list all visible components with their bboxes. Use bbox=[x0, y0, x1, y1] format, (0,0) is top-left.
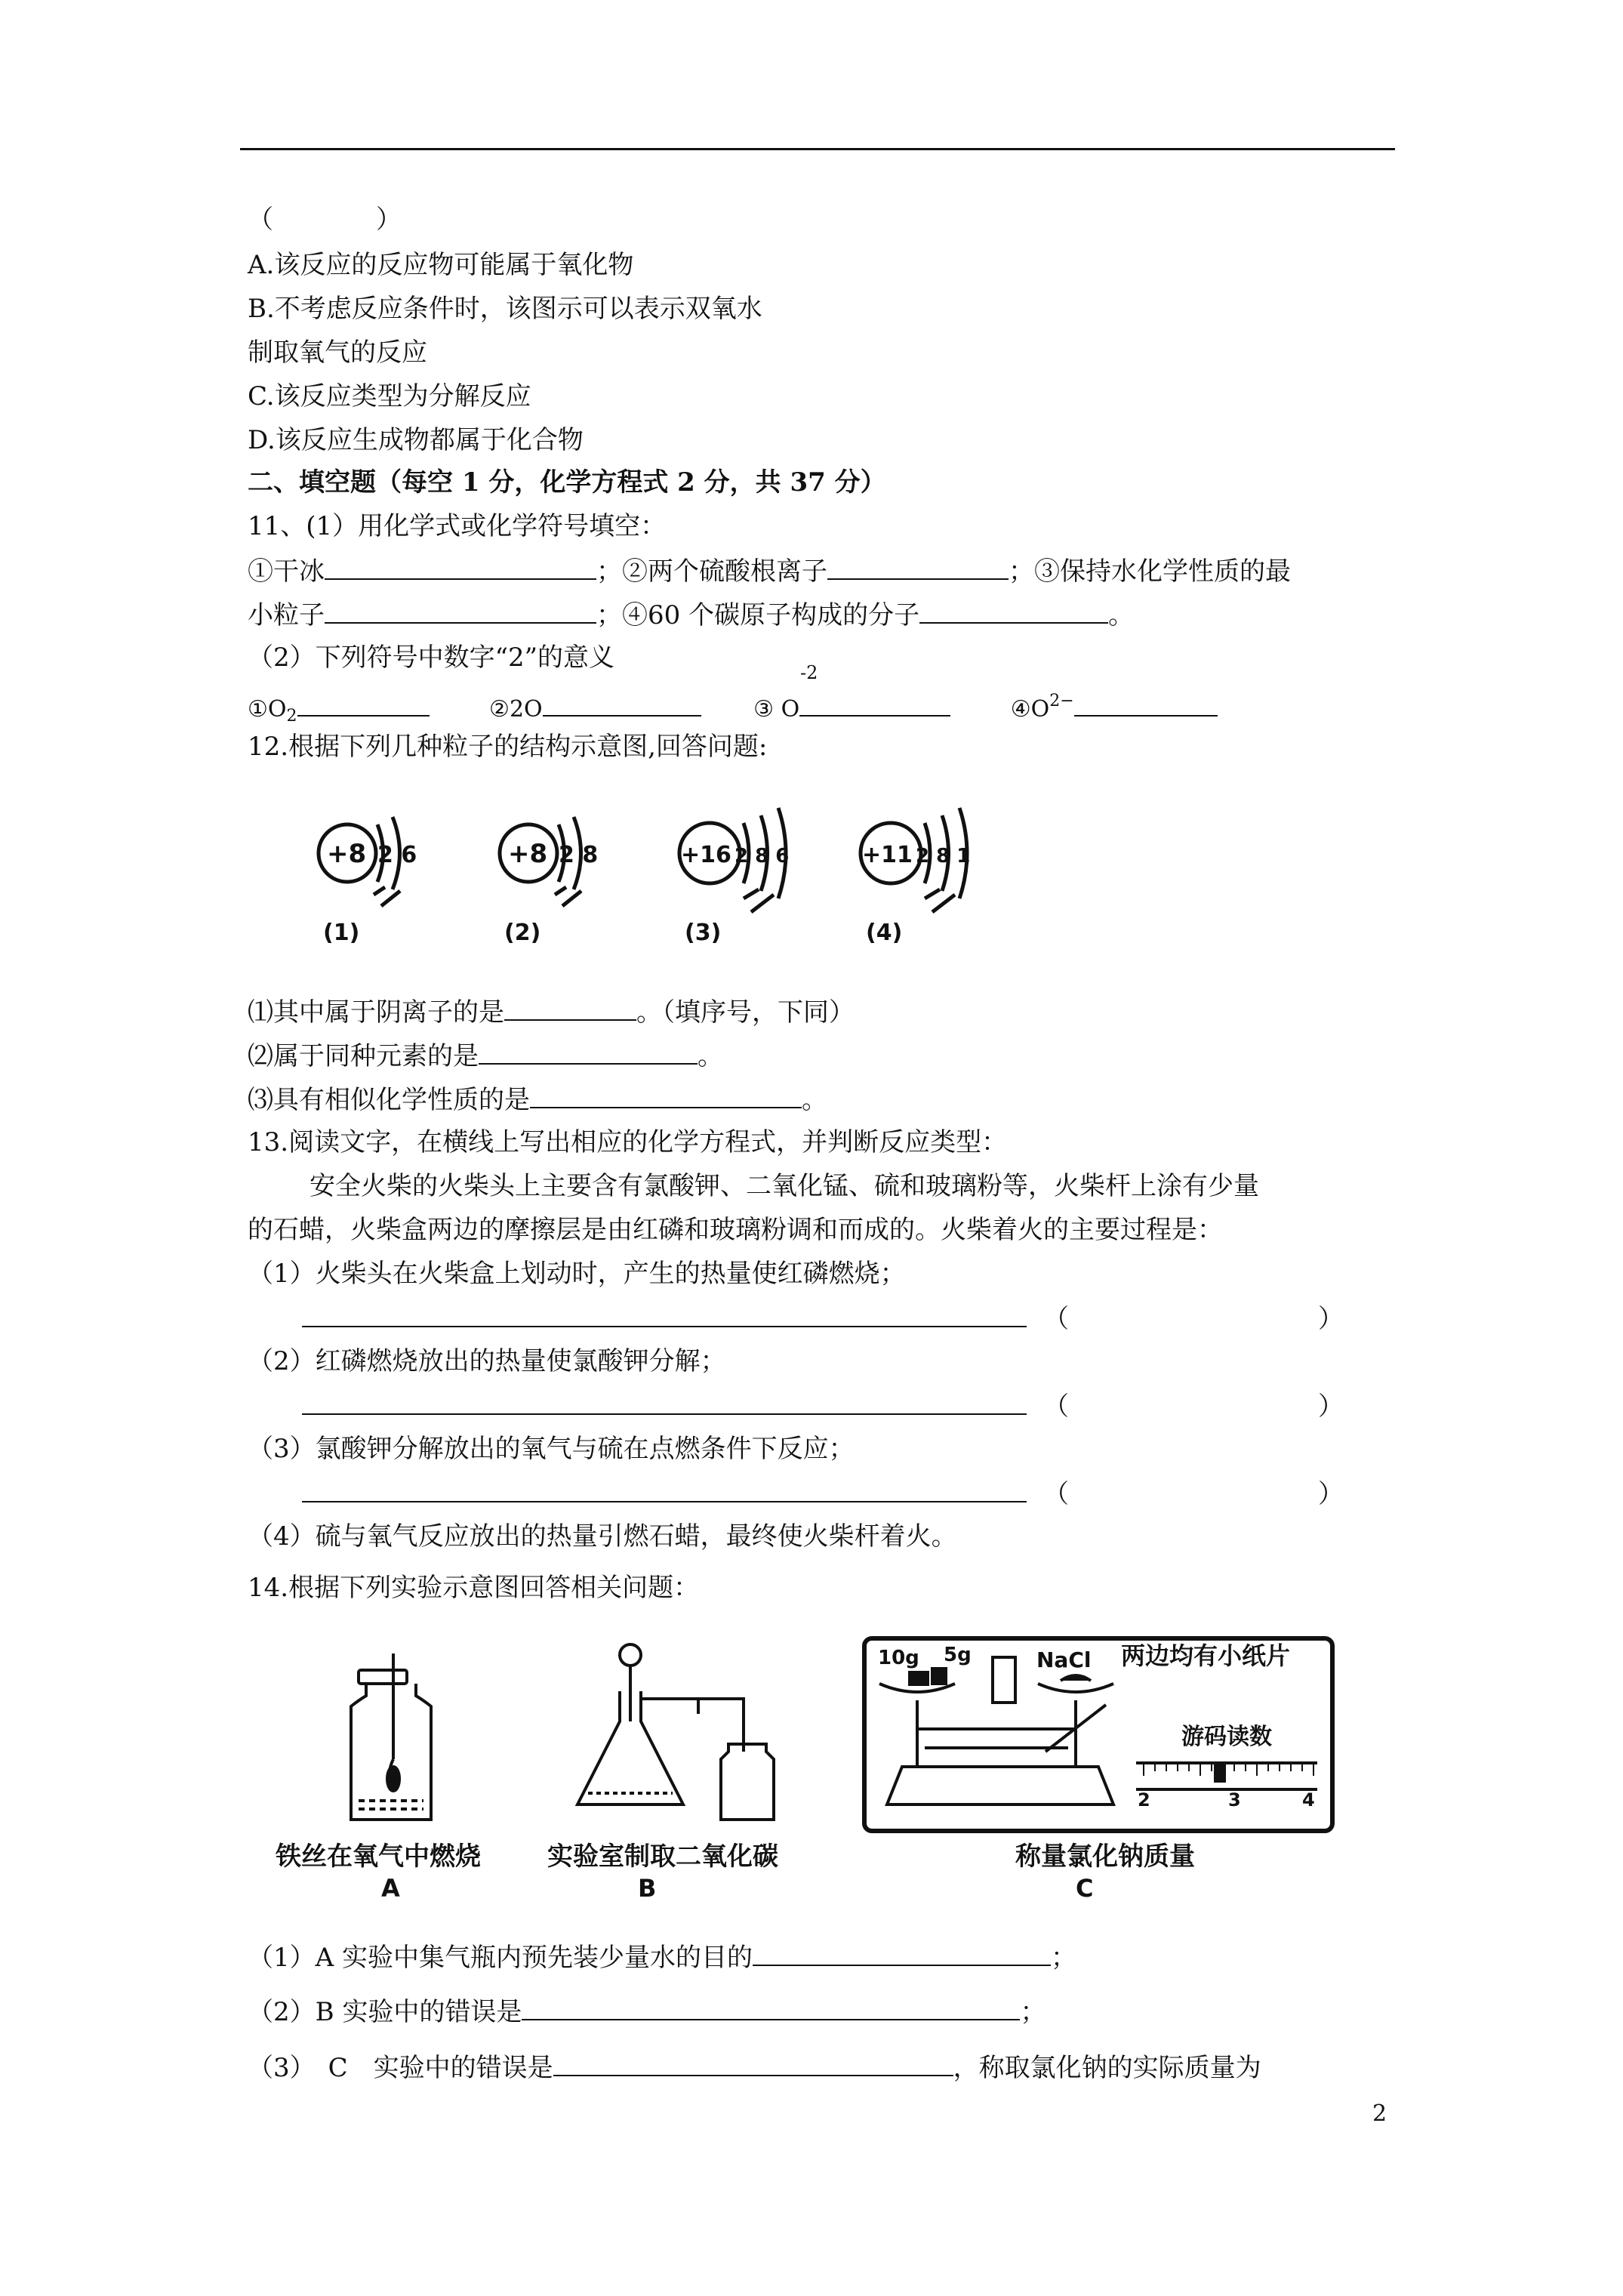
figure-b-apparatus bbox=[577, 1644, 774, 1820]
q11-blank-c60[interactable] bbox=[919, 598, 1108, 624]
q13-lparen-3: （ bbox=[1043, 1479, 1069, 1509]
shells-2: 2 8 bbox=[559, 842, 599, 868]
q14-blank-water-purpose[interactable] bbox=[753, 1940, 1051, 1966]
q11-line2-end: 。 bbox=[1108, 600, 1135, 630]
figure-c-rider-label: 游码读数 bbox=[1181, 1724, 1272, 1750]
q13-para-line1: 安全火柴的火柴头上主要含有氯酸钾、二氧化锰、硫和玻璃粉等，火柴杆上涂有少量 bbox=[310, 1171, 1259, 1201]
figure-c-caption: 称量氯化钠质量 bbox=[1015, 1841, 1195, 1872]
q13-answer2 bbox=[302, 1389, 1344, 1422]
figure-c-note: 两边均有小纸片 bbox=[1121, 1641, 1291, 1670]
q11-item1-label: ①干冰 bbox=[248, 556, 325, 587]
figure-c-tick-3: 3 bbox=[1228, 1789, 1241, 1811]
q11-symbol3: ③ O bbox=[753, 696, 800, 723]
q13-step2: （2）红磷燃烧放出的热量使氯酸钾分解； bbox=[248, 1346, 726, 1376]
q14-a1-end: ； bbox=[1051, 1943, 1076, 1973]
q12-a3-end: 。 bbox=[802, 1085, 827, 1115]
section-title: 二、填空题（每空 1 分，化学方程式 2 分，共 37 分） bbox=[248, 467, 886, 498]
q11-symbol1: $①O_2$ bbox=[248, 696, 297, 726]
q12-blank-same-element[interactable] bbox=[479, 1039, 698, 1065]
q13-rparen-1: ） bbox=[1318, 1304, 1344, 1334]
q10-option-c: C.该反应类型为分解反应 bbox=[248, 381, 531, 411]
q14-a1 bbox=[248, 1940, 1076, 1974]
figure-b-caption: 实验室制取二氧化碳 bbox=[547, 1841, 778, 1872]
figure-a-letter: A bbox=[381, 1874, 400, 1903]
q14-a1-label: （1）A 实验中集气瓶内预先装少量水的目的 bbox=[248, 1943, 753, 1973]
figure-c-weight-10g: 10g bbox=[878, 1647, 919, 1669]
q11-item2-label: ；②两个硫酸根离子 bbox=[596, 556, 827, 587]
q11-blank-water-particle[interactable] bbox=[325, 598, 596, 624]
q10-option-b-line2: 制取氧气的反应 bbox=[248, 337, 427, 368]
q14-a3 bbox=[248, 2051, 1261, 2084]
figure-c-salt-label: NaCl bbox=[1036, 1647, 1092, 1672]
nucleus-1-charge: +8 bbox=[327, 839, 367, 869]
q12-a2-end: 。 bbox=[698, 1041, 723, 1071]
atomic-structure-figure bbox=[253, 778, 978, 974]
shells-4: 2 8 1 bbox=[916, 845, 971, 868]
q14-a2-end: ； bbox=[1020, 1997, 1046, 2027]
q13-step4: （4）硫与氧气反应放出的热量引燃石蜡，最终使火柴杆着火。 bbox=[248, 1521, 957, 1552]
q11-part2-intro: （2）下列符号中数字“2”的意义 bbox=[248, 643, 615, 673]
q13-lparen-2: （ bbox=[1043, 1391, 1069, 1422]
q11-item4-label: ；④60 个碳原子构成的分子 bbox=[596, 600, 920, 630]
q12-a2 bbox=[248, 1039, 723, 1072]
q11-symbol4: $④O^{2-}$ bbox=[1010, 692, 1074, 723]
q12-intro: 12.根据下列几种粒子的结构示意图,回答问题: bbox=[248, 732, 768, 762]
q14-a2 bbox=[248, 1995, 1046, 2028]
q13-blank-equation2[interactable] bbox=[302, 1389, 1027, 1415]
q11-item3-label: ；③保持水化学性质的最 bbox=[1009, 556, 1291, 587]
figure-c-letter: C bbox=[1076, 1874, 1094, 1903]
figure-c-tick-4: 4 bbox=[1302, 1789, 1315, 1811]
label-1: (1) bbox=[323, 920, 360, 946]
shells-3: 2 8 6 bbox=[735, 845, 790, 868]
label-4: (4) bbox=[866, 920, 903, 946]
q12-a2-label: ⑵属于同种元素的是 bbox=[248, 1041, 479, 1071]
figure-c-rider-scale bbox=[1144, 1763, 1313, 1782]
q11-blank-symbol3[interactable] bbox=[799, 691, 950, 717]
figure-a-gas-jar bbox=[351, 1653, 431, 1820]
q11-blank-dry-ice[interactable] bbox=[325, 554, 596, 580]
q11-blank-symbol4[interactable] bbox=[1074, 691, 1218, 717]
q11-blank-sulfate-ions[interactable] bbox=[827, 554, 1009, 580]
q13-lparen-1: （ bbox=[1043, 1304, 1069, 1334]
q10-option-b-line1: B.不考虑反应条件时，该图示可以表示双氧水 bbox=[248, 294, 762, 324]
q13-intro: 13.阅读文字，在横线上写出相应的化学方程式，并判断反应类型： bbox=[248, 1127, 1008, 1157]
q13-blank-equation3[interactable] bbox=[302, 1477, 1027, 1502]
q13-rparen-3: ） bbox=[1318, 1479, 1344, 1509]
figure-c-weight-5g: 5g bbox=[944, 1644, 972, 1666]
q10-option-d: D.该反应生成物都属于化合物 bbox=[248, 425, 584, 455]
figure-b-letter: B bbox=[638, 1874, 657, 1903]
q11-intro: 11、(1）用化学式或化学符号填空： bbox=[248, 511, 667, 541]
nucleus-3-charge: +16 bbox=[681, 842, 731, 868]
q11-symbols-row bbox=[248, 686, 1218, 732]
nucleus-4-charge: +11 bbox=[862, 842, 913, 868]
q14-blank-b-error[interactable] bbox=[522, 1995, 1020, 2020]
q11-symbol2: ②2O bbox=[489, 696, 543, 723]
q12-blank-similar-properties[interactable] bbox=[530, 1083, 802, 1108]
q13-blank-equation1[interactable] bbox=[302, 1302, 1027, 1327]
q13-step1: （1）火柴头在火柴盒上划动时，产生的热量使红磷燃烧； bbox=[248, 1259, 906, 1289]
nucleus-2-charge: +8 bbox=[508, 839, 548, 869]
q12-blank-anion[interactable] bbox=[504, 995, 636, 1021]
q11-blank-symbol1[interactable] bbox=[297, 691, 430, 717]
figure-a-caption: 铁丝在氧气中燃烧 bbox=[276, 1841, 481, 1872]
q12-a3-label: ⑶具有相似化学性质的是 bbox=[248, 1085, 530, 1115]
experiment-figure bbox=[245, 1631, 1393, 1903]
label-3: (3) bbox=[685, 920, 722, 946]
q12-a3 bbox=[248, 1083, 827, 1116]
q11-item3-label-cont: 小粒子 bbox=[248, 600, 325, 630]
q13-para-line2: 的石蜡，火柴盒两边的摩擦层是由红磷和玻璃粉调和而成的。火柴着火的主要过程是： bbox=[248, 1215, 1223, 1245]
q14-intro: 14.根据下列实验示意图回答相关问题： bbox=[248, 1573, 700, 1603]
q11-line2 bbox=[248, 598, 1134, 631]
q14-a3-label: （3） C 实验中的错误是 bbox=[248, 2053, 553, 2083]
q11-line1 bbox=[248, 554, 1291, 587]
figure-c-tick-2: 2 bbox=[1138, 1789, 1150, 1811]
q14-a2-label: （2）B 实验中的错误是 bbox=[248, 1997, 522, 2027]
q11-blank-symbol2[interactable] bbox=[543, 691, 701, 717]
q13-step3: （3）氯酸钾分解放出的氧气与硫在点燃条件下反应； bbox=[248, 1434, 855, 1464]
header-rule bbox=[240, 148, 1395, 150]
q12-a1 bbox=[248, 995, 855, 1028]
q13-answer3 bbox=[302, 1477, 1344, 1510]
page-number: 2 bbox=[1372, 2100, 1387, 2127]
label-2: (2) bbox=[504, 920, 541, 946]
q10-option-a: A.该反应的反应物可能属于氧化物 bbox=[248, 250, 634, 280]
q11-symbol3-valence: -2 bbox=[800, 662, 818, 683]
q14-a3-end: ，称取氯化钠的实际质量为 bbox=[953, 2053, 1261, 2083]
q12-a1-label: ⑴其中属于阴离子的是 bbox=[248, 997, 504, 1028]
shells-1: 2 6 bbox=[377, 842, 417, 868]
q14-blank-c-error[interactable] bbox=[553, 2051, 953, 2076]
q12-a1-end: 。（填序号，下同） bbox=[636, 997, 855, 1028]
q10-answer-paren: （ ） bbox=[248, 205, 402, 235]
q13-rparen-2: ） bbox=[1318, 1391, 1344, 1422]
q13-answer1 bbox=[302, 1302, 1344, 1335]
